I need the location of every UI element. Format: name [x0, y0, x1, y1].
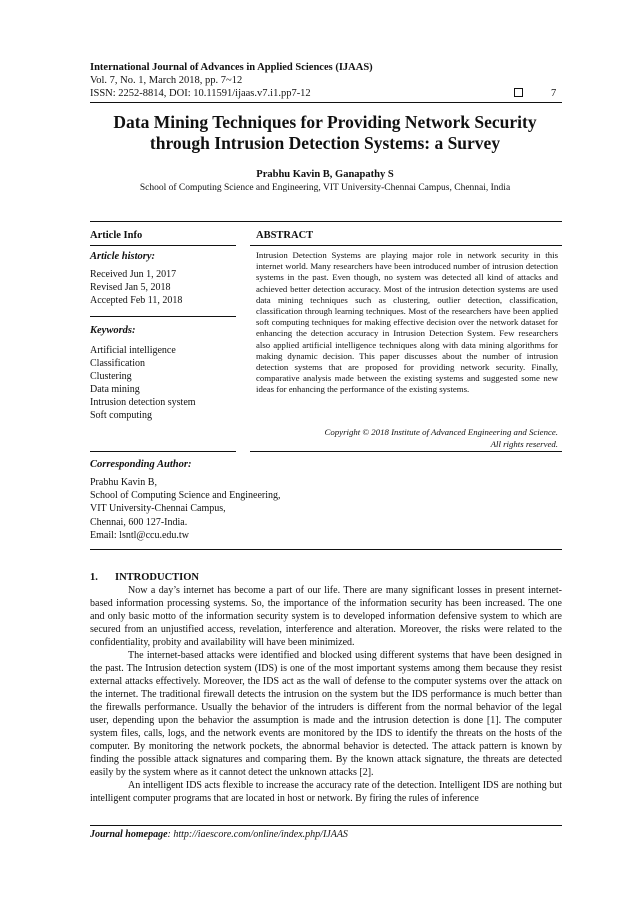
page-number: 7 [551, 88, 557, 99]
keyword: Artificial intelligence [90, 345, 176, 356]
keyword: Intrusion detection system [90, 397, 196, 408]
keywords-heading: Keywords: [90, 325, 136, 336]
abstract-text: Intrusion Detection Systems are playing major role in network security in this internet world. Many researchers have been introduced number of intrusion detection systems in the past. Even though, no system was detected all kind of attacks and achieved better detection accuracy. Most of the intrusion detection systems are used data mining techniques such as clustering, outlier detection, classification, classification through learning techniques. Most of the researchers have been applied soft computing techniques for making effective decision over the network dataset for enhancing the detection accuracy in Intrusion Detection System. Few researchers also applied artificial intelligence techniques along with data mining algorithms for making dynamic decision. This paper discusses about the number of intrusion detection systems that are proposed for providing network security. Finally, comparative analysis made between the existing systems and suggested some new ideas for enhancing the performance of the existing systems. [256, 250, 558, 395]
paper-title [80, 112, 570, 154]
abstract-head-rule [250, 245, 562, 246]
article-info-heading: Article Info [90, 230, 143, 241]
title-line-2: through Intrusion Detection Systems: a Survey [149, 133, 501, 153]
keyword: Classification [90, 358, 145, 369]
affiliation: School of Computing Science and Engineering, VIT University-Chennai Campus, Chennai, India [139, 183, 511, 193]
author-city: Chennai, 600 127-India. [90, 516, 188, 528]
header-rule [90, 102, 562, 103]
accepted-date: Accepted Feb 11, 2018 [90, 295, 183, 306]
keyword: Data mining [90, 384, 140, 395]
keyword: Clustering [90, 371, 132, 382]
author-email: Email: lsntl@ccu.edu.tw [90, 529, 189, 541]
corresponding-bottom-rule [90, 549, 562, 550]
section-title: INTRODUCTION [115, 572, 200, 583]
journal-name: International Journal of Advances in Applied Sciences (IJAAS) [90, 62, 373, 73]
introduction-heading [90, 572, 199, 583]
issn-line: ISSN: 2252-8814, DOI: 10.11591/ijaas.v7.i1.pp7-12 [90, 88, 311, 99]
volume-line: Vol. 7, No. 1, March 2018, pp. 7~12 [90, 75, 243, 86]
corresponding-author-details [90, 476, 281, 542]
homepage-label: Journal homepage [90, 829, 168, 840]
keywords-bottom-rule [90, 451, 236, 452]
history-rule [90, 316, 236, 317]
info-top-rule [90, 221, 562, 222]
square-box-icon [514, 88, 523, 97]
received-date: Received Jun 1, 2017 [90, 269, 177, 280]
copyright-line-1: Copyright © 2018 Institute of Advanced Engineering and Science. [324, 427, 558, 437]
revised-date: Revised Jan 5, 2018 [90, 282, 171, 293]
introduction-body [90, 584, 562, 805]
abstract-bottom-rule [250, 451, 562, 452]
copyright-line-2: All rights reserved. [490, 438, 558, 449]
paragraph: Now a day’s internet has become a part of our life. There are many significant losses in present internet-based information processing systems. So, the importance of the information security has been increased. The one and only basic motto of the information security system is to developed information defensive system to which are secured from an unjustified access, revelation, interference and alteration. Moreover, the risks were related to the confidentiality, probity and availability will have been minimized. [90, 585, 562, 648]
authors: Prabhu Kavin B, Ganapathy S [256, 169, 394, 180]
corresponding-author-heading: Corresponding Author: [90, 459, 192, 470]
keyword: Soft computing [90, 410, 152, 421]
keywords-list [90, 344, 196, 422]
paragraph: The internet-based attacks were identified and blocked using different systems that have been designed in the past. The Intrusion detection system (IDS) is one of the most important systems among them because they resist external attacks effectively. Moreover, the IDS act as the wall of defense to the computer systems over the attack on the internet. The traditional firewall detects the intrusion on the system but the IDS performance is much better than the firewalls performance. Usually the behavior of the intruders is different from the normal behavior of the legal user, depending upon the behavior the assumption is made and the intrusion detection is done [1]. The computer system files, calls, logs, and the network events are monitored by the IDS to identify the threats on the hosts of the computer. By monitoring the network pockets, the abnormal behavior is detected. The attack pattern is known by finding the possible attack signatures and comparing them. By the known attack signature, the threats are detected easily by the system where as it cannot detect the unknown attacks [2]. [90, 650, 562, 778]
section-number: 1. [90, 572, 98, 583]
copyright [256, 427, 558, 450]
author-univ: VIT University-Chennai Campus, [90, 503, 226, 515]
author-name: Prabhu Kavin B, [90, 477, 157, 488]
journal-homepage [90, 829, 348, 840]
abstract-heading: ABSTRACT [256, 230, 314, 241]
article-history [90, 268, 182, 307]
info-head-rule [90, 245, 236, 246]
article-history-heading: Article history: [90, 251, 156, 262]
title-line-1: Data Mining Techniques for Providing Network Security [113, 112, 537, 132]
footer-rule [90, 825, 562, 826]
homepage-url[interactable]: : http://iaescore.com/online/index.php/IJAAS [167, 829, 348, 840]
author-dept: School of Computing Science and Engineering, [90, 490, 281, 502]
paragraph: An intelligent IDS acts flexible to increase the accuracy rate of the detection. Intelligent IDS are nothing but intelligent computer programs that are located in host or network. By firing the rules of inference [90, 780, 562, 804]
